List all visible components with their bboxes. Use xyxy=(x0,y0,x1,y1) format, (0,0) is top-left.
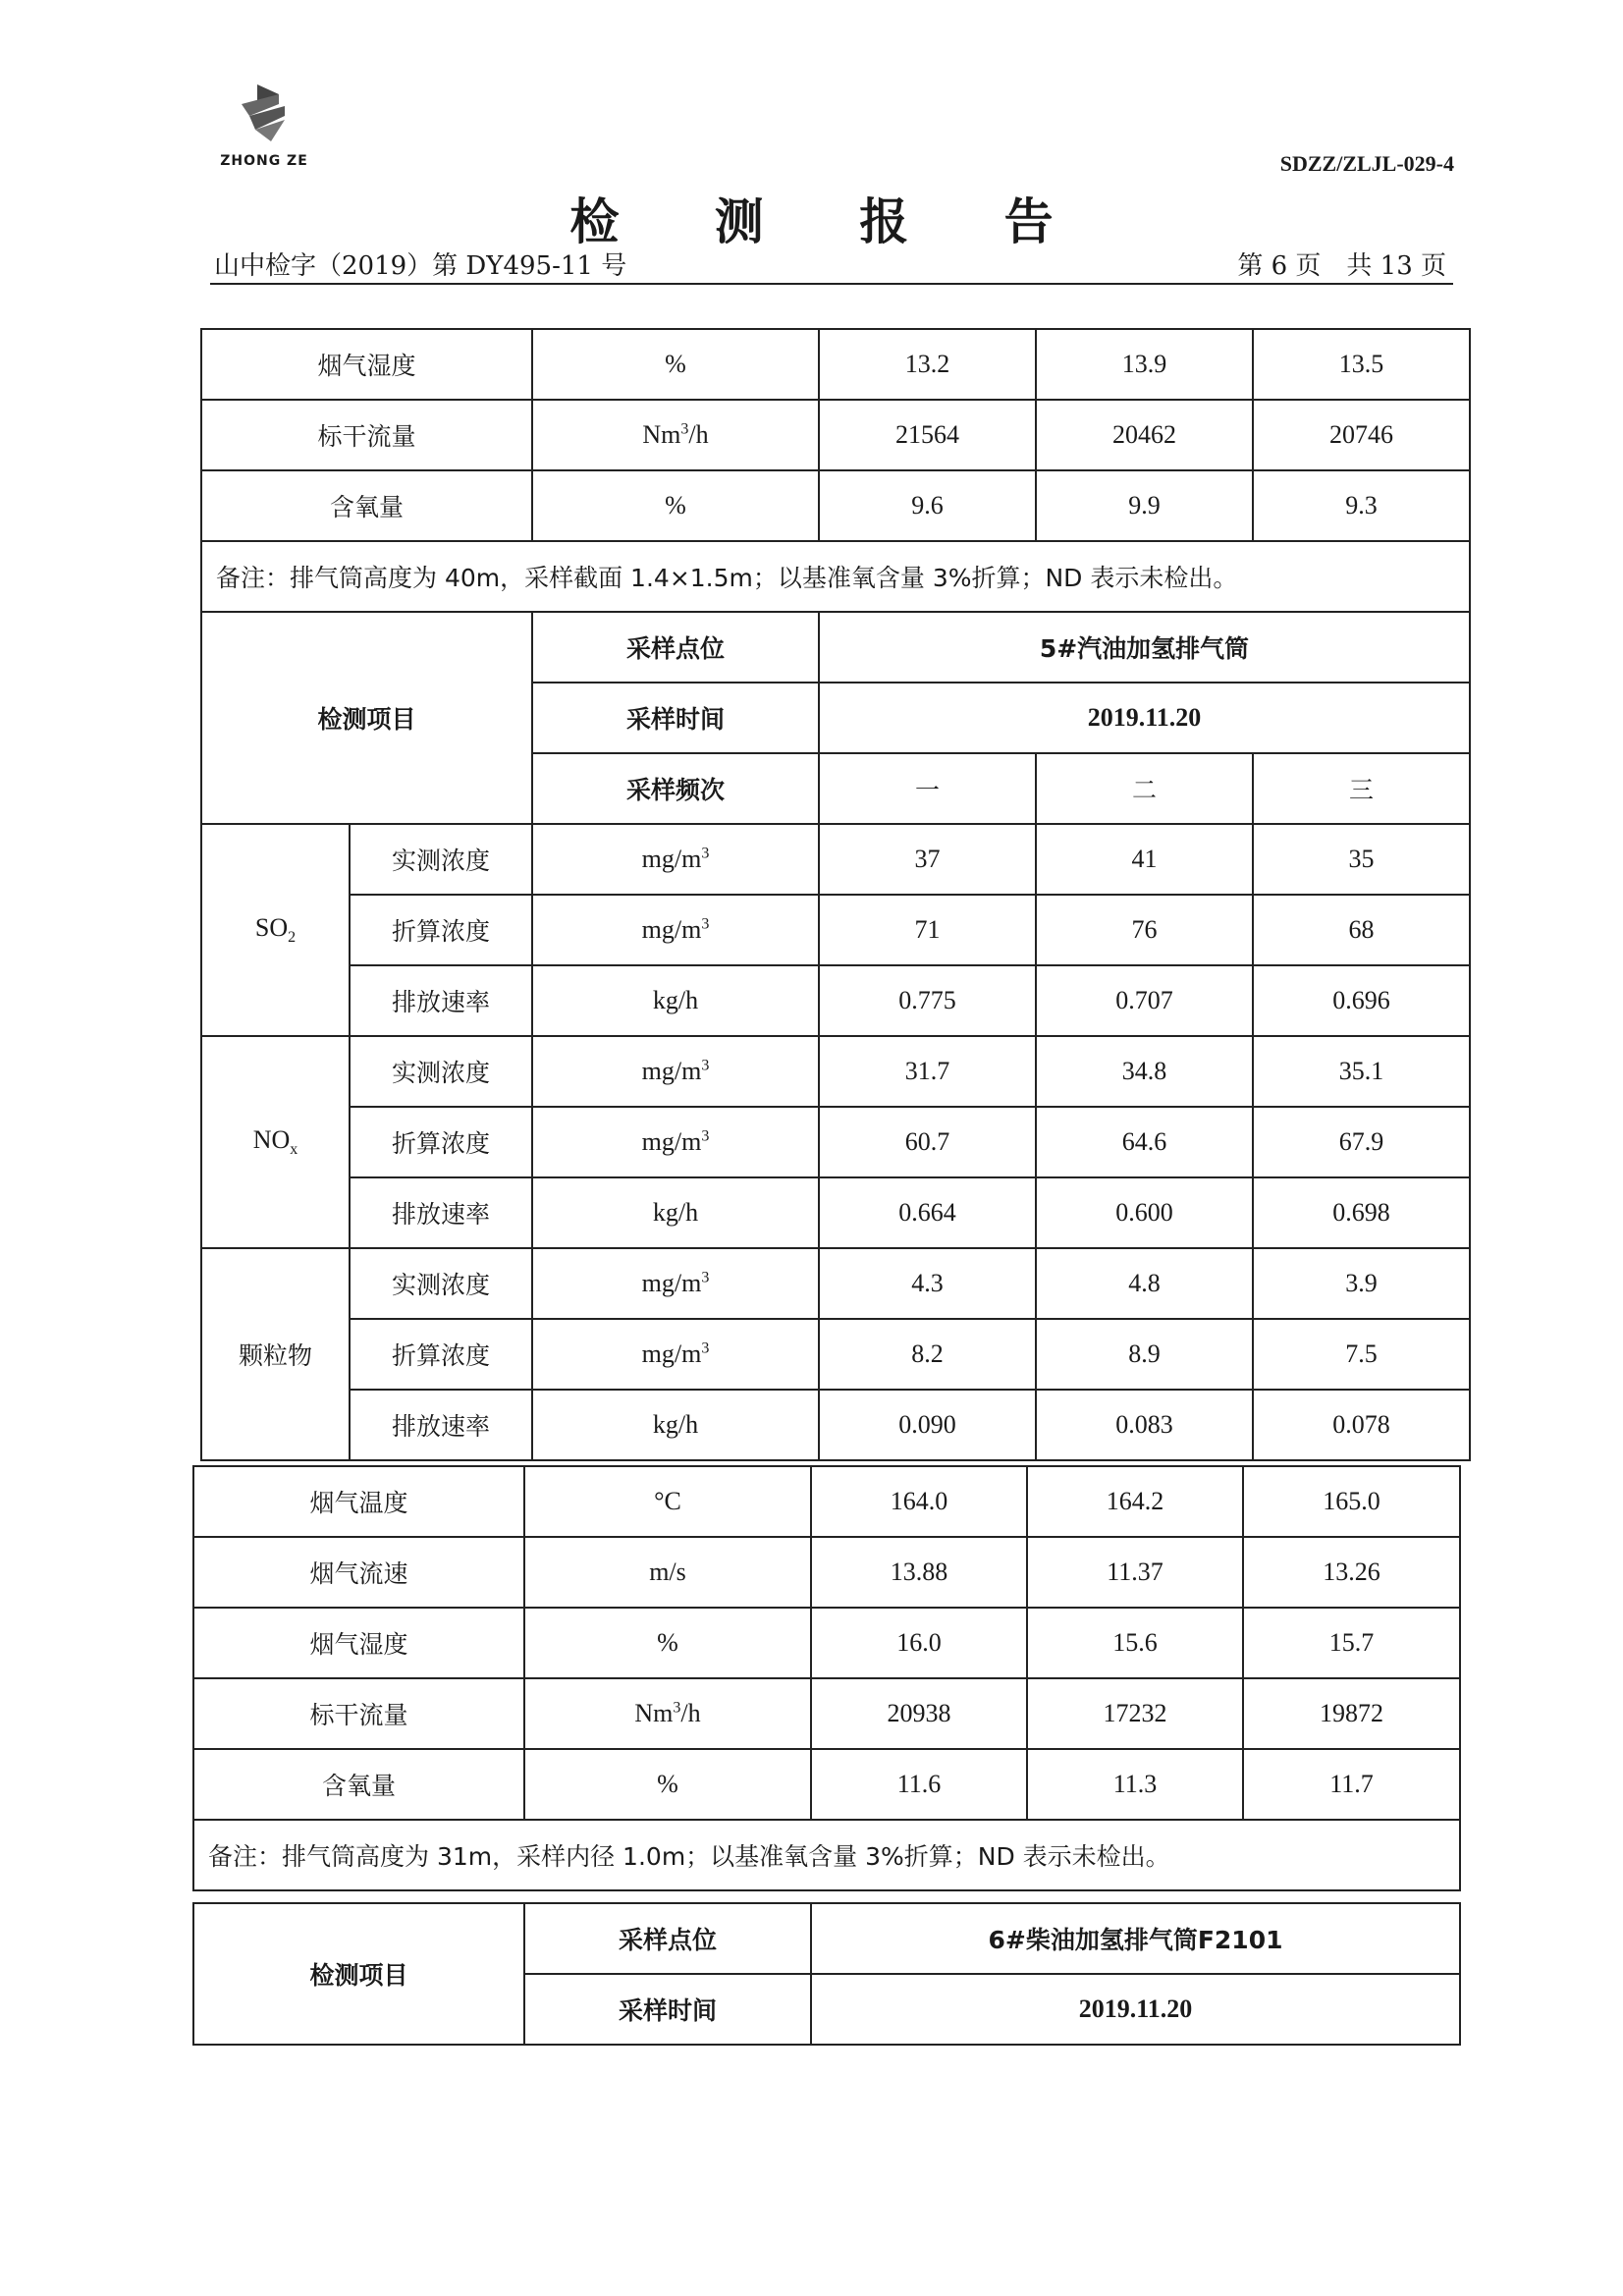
param-name: 实测浓度 xyxy=(350,824,532,895)
value-cell: 31.7 xyxy=(819,1036,1036,1107)
document-code: SDZZ/ZLJL-029-4 xyxy=(1279,151,1454,176)
value-cell: 9.9 xyxy=(1036,470,1253,541)
value-cell: 11.7 xyxy=(1243,1749,1460,1820)
unit-cell: % xyxy=(524,1749,811,1820)
unit-cell: Nm$^3$/h xyxy=(524,1678,811,1749)
company-logo xyxy=(208,81,316,179)
value-cell: 4.8 xyxy=(1036,1248,1253,1319)
param-name: 排放速率 xyxy=(350,1390,532,1460)
param-name: 折算浓度 xyxy=(350,895,532,965)
unit-cell: kg/h xyxy=(532,965,819,1036)
param-name: 烟气流速 xyxy=(193,1537,524,1608)
value-cell: 16.0 xyxy=(811,1608,1027,1678)
unit-cell: °C xyxy=(524,1466,811,1537)
param-name: 烟气湿度 xyxy=(201,329,532,400)
logo-text: ZHONG ZE xyxy=(220,153,308,169)
param-name: 排放速率 xyxy=(350,1177,532,1248)
value-cell: 0.664 xyxy=(819,1177,1036,1248)
value-cell: 21564 xyxy=(819,400,1036,470)
unit-cell: kg/h xyxy=(532,1390,819,1460)
unit-cell: $mg/m^3$ xyxy=(532,1036,819,1107)
remark-note: 备注：排气筒高度为 40m，采样截面 1.4×1.5m；以基准氧含量 3%折算；ND 表示未检出。 xyxy=(201,541,1470,612)
table-row xyxy=(201,1319,1470,1390)
unit-cell: m/s xyxy=(524,1537,811,1608)
note-row xyxy=(201,541,1470,612)
pollutant-particulate: 颗粒物 xyxy=(201,1248,350,1460)
unit-cell: % xyxy=(532,470,819,541)
table-row xyxy=(201,1036,1470,1107)
unit-cell: kg/h xyxy=(532,1177,819,1248)
value-cell: 17232 xyxy=(1027,1678,1243,1749)
unit-cell: $mg/m^3$ xyxy=(532,1319,819,1390)
unit-cell: $mg/m^3$ xyxy=(532,895,819,965)
value-cell: 164.0 xyxy=(811,1466,1027,1537)
value-cell: 4.3 xyxy=(819,1248,1036,1319)
value-cell: 67.9 xyxy=(1253,1107,1470,1177)
param-name: 排放速率 xyxy=(350,965,532,1036)
value-cell: 13.88 xyxy=(811,1537,1027,1608)
value-cell: 0.083 xyxy=(1036,1390,1253,1460)
value-cell: 0.696 xyxy=(1253,965,1470,1036)
value-cell: 11.37 xyxy=(1027,1537,1243,1608)
value-cell: 0.707 xyxy=(1036,965,1253,1036)
sampling-frequency-label: 采样频次 xyxy=(532,753,819,824)
value-cell: 20462 xyxy=(1036,400,1253,470)
value-cell: 9.6 xyxy=(819,470,1036,541)
value-cell: 20938 xyxy=(811,1678,1027,1749)
table-row xyxy=(193,1678,1460,1749)
table-row xyxy=(193,1466,1460,1537)
table-row xyxy=(193,1608,1460,1678)
table-row xyxy=(201,824,1470,895)
value-cell: 15.6 xyxy=(1027,1608,1243,1678)
sampling-time-label: 采样时间 xyxy=(532,683,819,753)
value-cell: 19872 xyxy=(1243,1678,1460,1749)
unit-cell: % xyxy=(524,1608,811,1678)
frequency-cell: 一 xyxy=(819,753,1036,824)
unit-cell: Nm$^3$/h xyxy=(532,400,819,470)
pollutant-nox: $NO_x$ xyxy=(201,1036,350,1248)
value-cell: 164.2 xyxy=(1027,1466,1243,1537)
header-row xyxy=(193,1903,1460,1974)
unit-cell: % xyxy=(532,329,819,400)
value-cell: 165.0 xyxy=(1243,1466,1460,1537)
sampling-time-value: 2019.11.20 xyxy=(811,1974,1460,2045)
value-cell: 64.6 xyxy=(1036,1107,1253,1177)
emission-table-5 xyxy=(200,328,1471,1461)
note-row xyxy=(193,1820,1460,1890)
zhongze-logo-icon xyxy=(228,81,297,149)
sampling-time-value: 2019.11.20 xyxy=(819,683,1470,753)
flue-gas-table xyxy=(192,1465,1461,1891)
value-cell: 0.078 xyxy=(1253,1390,1470,1460)
table-row xyxy=(201,470,1470,541)
frequency-cell: 三 xyxy=(1253,753,1470,824)
value-cell: 8.9 xyxy=(1036,1319,1253,1390)
header-row xyxy=(201,612,1470,683)
param-name: 标干流量 xyxy=(201,400,532,470)
unit-cell: $mg/m^3$ xyxy=(532,824,819,895)
value-cell: 68 xyxy=(1253,895,1470,965)
unit-cell: $mg/m^3$ xyxy=(532,1107,819,1177)
emission-table-6 xyxy=(192,1902,1461,2046)
table-row xyxy=(201,1107,1470,1177)
table-row xyxy=(201,1390,1470,1460)
page-title: 检 测 报 告 xyxy=(569,192,1093,250)
param-name: 折算浓度 xyxy=(350,1319,532,1390)
value-cell: 34.8 xyxy=(1036,1036,1253,1107)
table-row xyxy=(201,329,1470,400)
value-cell: 11.6 xyxy=(811,1749,1027,1820)
sampling-time-label: 采样时间 xyxy=(524,1974,811,2045)
value-cell: 13.2 xyxy=(819,329,1036,400)
value-cell: 37 xyxy=(819,824,1036,895)
value-cell: 13.26 xyxy=(1243,1537,1460,1608)
value-cell: 41 xyxy=(1036,824,1253,895)
report-number: 山中检字（2019）第 DY495-11 号 xyxy=(214,251,627,281)
param-name: 实测浓度 xyxy=(350,1248,532,1319)
sampling-point-value: 6#柴油加氢排气筒F2101 xyxy=(811,1903,1460,1974)
table-row xyxy=(201,400,1470,470)
table-row xyxy=(201,1248,1470,1319)
value-cell: 35.1 xyxy=(1253,1036,1470,1107)
param-name: 烟气湿度 xyxy=(193,1608,524,1678)
value-cell: 13.5 xyxy=(1253,329,1470,400)
param-name: 折算浓度 xyxy=(350,1107,532,1177)
value-cell: 20746 xyxy=(1253,400,1470,470)
remark-note: 备注：排气筒高度为 31m，采样内径 1.0m；以基准氧含量 3%折算；ND 表示未检出。 xyxy=(193,1820,1460,1890)
value-cell: 3.9 xyxy=(1253,1248,1470,1319)
page-number: 第 6 页 共 13 页 xyxy=(1237,251,1446,281)
table-row xyxy=(201,1177,1470,1248)
param-name: 含氧量 xyxy=(201,470,532,541)
value-cell: 7.5 xyxy=(1253,1319,1470,1390)
table-row xyxy=(201,895,1470,965)
item-header: 检测项目 xyxy=(201,612,532,824)
table-row xyxy=(193,1537,1460,1608)
value-cell: 0.600 xyxy=(1036,1177,1253,1248)
value-cell: 0.090 xyxy=(819,1390,1036,1460)
value-cell: 9.3 xyxy=(1253,470,1470,541)
value-cell: 13.9 xyxy=(1036,329,1253,400)
item-header: 检测项目 xyxy=(193,1903,524,2045)
value-cell: 60.7 xyxy=(819,1107,1036,1177)
param-name: 实测浓度 xyxy=(350,1036,532,1107)
unit-cell: $mg/m^3$ xyxy=(532,1248,819,1319)
table-row xyxy=(193,1749,1460,1820)
table-row xyxy=(201,965,1470,1036)
pollutant-so2: $SO_2$ xyxy=(201,824,350,1036)
sampling-point-label: 采样点位 xyxy=(524,1903,811,1974)
param-name: 含氧量 xyxy=(193,1749,524,1820)
param-name: 烟气温度 xyxy=(193,1466,524,1537)
param-name: 标干流量 xyxy=(193,1678,524,1749)
value-cell: 0.698 xyxy=(1253,1177,1470,1248)
value-cell: 71 xyxy=(819,895,1036,965)
value-cell: 76 xyxy=(1036,895,1253,965)
value-cell: 15.7 xyxy=(1243,1608,1460,1678)
frequency-cell: 二 xyxy=(1036,753,1253,824)
sampling-point-value: 5#汽油加氢排气筒 xyxy=(819,612,1470,683)
sampling-point-label: 采样点位 xyxy=(532,612,819,683)
value-cell: 35 xyxy=(1253,824,1470,895)
value-cell: 0.775 xyxy=(819,965,1036,1036)
value-cell: 11.3 xyxy=(1027,1749,1243,1820)
value-cell: 8.2 xyxy=(819,1319,1036,1390)
header-divider xyxy=(210,283,1453,285)
